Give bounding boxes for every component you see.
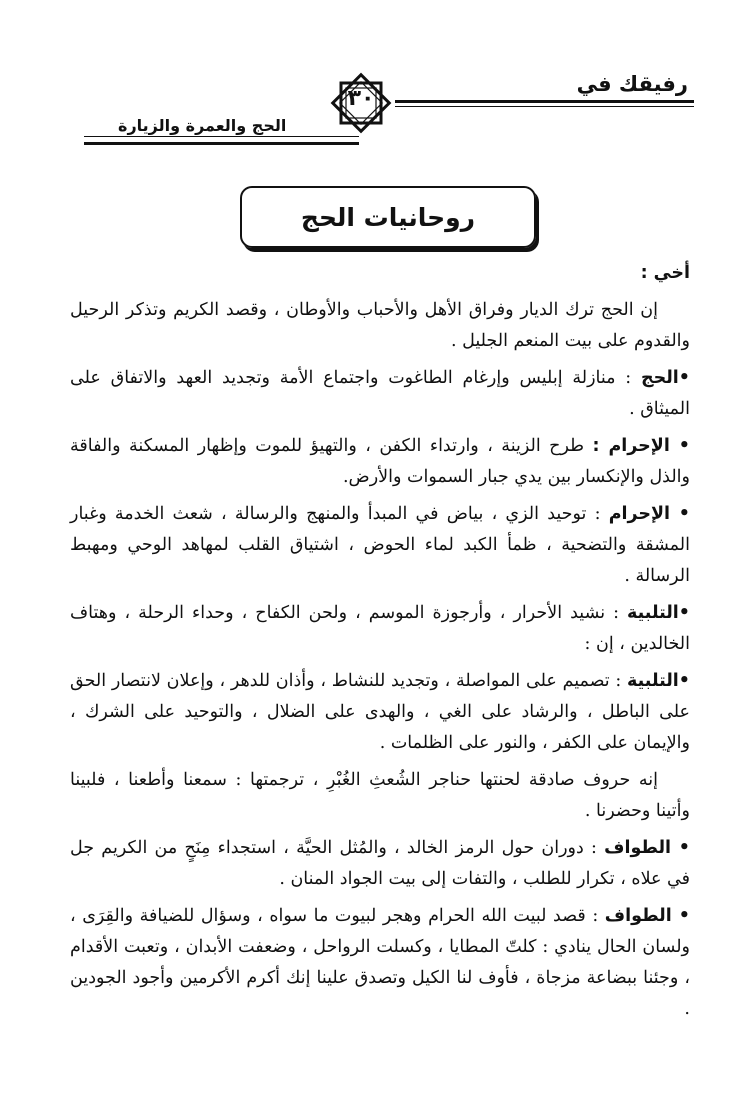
term-label: • الطواف [604, 906, 690, 926]
term-label: •الحج [641, 368, 690, 388]
term-text: طرح الزينة ، وارتداء الكفن ، والتهيؤ للموت وإظهار المسكنة والفاقة والذل والإنكسار بين يدي جبار السموات والأرض. [70, 436, 690, 487]
greeting: أخي : [640, 263, 690, 283]
paragraph-tawaf-1 [70, 833, 690, 895]
header-rule-thin [395, 106, 694, 107]
term-label: • الإحرام [608, 504, 690, 524]
page-number: ٣٠ [347, 86, 375, 111]
paragraph-middle: إنه حروف صادقة لحنتها حناجر الشُعثِ الغُبْرِ ، ترجمتها : سمعنا وأطعنا ، فلبينا وأتينا وحضرنا . [70, 770, 690, 821]
paragraph-talbiya-1 [70, 598, 690, 660]
term-text: : توحيد الزي ، بياض في المبدأ والمنهج والرسالة ، شعث الخدمة وغبار المشقة والتضحية ، ظمأ الكبد لماء الحوض ، اشتياق القلب لمهاهد الوحي ومهبط الرسالة . [70, 504, 690, 586]
term-label: •التلبية [627, 671, 690, 691]
paragraph-tawaf-2 [70, 901, 690, 1025]
term-label: •التلبية [627, 603, 690, 623]
paragraph-hajj [70, 363, 690, 425]
section-title-box [240, 186, 536, 248]
term-text: : قصد لبيت الله الحرام وهجر لبيوت ما سواه ، وسؤال للضيافة والقِرَى ، ولسان الحال ينادي : كلتّ المطايا ، وكسلت الرواحل ، وضعفت الأبدان ، وتعبت الأقدام ، وجئنا ببضاعة مزجاة ، فأوف لنا الكيل وتصدق علينا إنك أكرم الأكرمين وأجود الجودين . [70, 906, 690, 1019]
section-title: روحانيات الحج [300, 202, 476, 232]
term-text: : نشيد الأحرار ، وأرجوزة الموسم ، ولحن الكفاح ، وحداء الرحلة ، وهتاف الخالدين ، إن : [70, 603, 690, 654]
paragraph-ihram-1 [70, 431, 690, 493]
subheader-rule-thin [84, 136, 359, 137]
paragraph-talbiya-2 [70, 666, 690, 759]
term-label: • الطواف [604, 838, 690, 858]
term-text: : تصميم على المواصلة ، وتجديد للنشاط ، وأذان للدهر ، وإعلان لانتصار الحق على الباطل ، والرشاد على الغي ، والهدى على الضلال ، والتوحيد على الشرك ، والإيمان على الكفر ، والنور على الظلمات . [70, 671, 690, 753]
term-text: : دوران حول الرمز الخالد ، والمُثل الحيَّة ، استجداء مِنَحٍ من الكريم جل في علاه ، تكرار للطلب ، والتفات إلى بيت الجواد المنان . [70, 838, 690, 889]
intro-paragraph: إن الحج ترك الديار وفراق الأهل والأحباب والأوطان ، وقصد الكريم وتذكر الرحيل والقدوم على بيت المنعم الجليل . [70, 300, 690, 351]
running-header-title: رفيقك في [576, 72, 688, 96]
term-text: : منازلة إبليس وإرغام الطاغوت واجتماع الأمة وتجديد العهد والاتفاق على الميثاق . [70, 368, 690, 419]
paragraph-ihram-2 [70, 499, 690, 592]
running-header-subtitle: الحج والعمرة والزيارة [118, 116, 287, 135]
body-text [70, 258, 690, 1031]
header-rule [395, 100, 694, 103]
subheader-rule [84, 142, 359, 145]
term-label: • الإحرام : [592, 436, 690, 456]
